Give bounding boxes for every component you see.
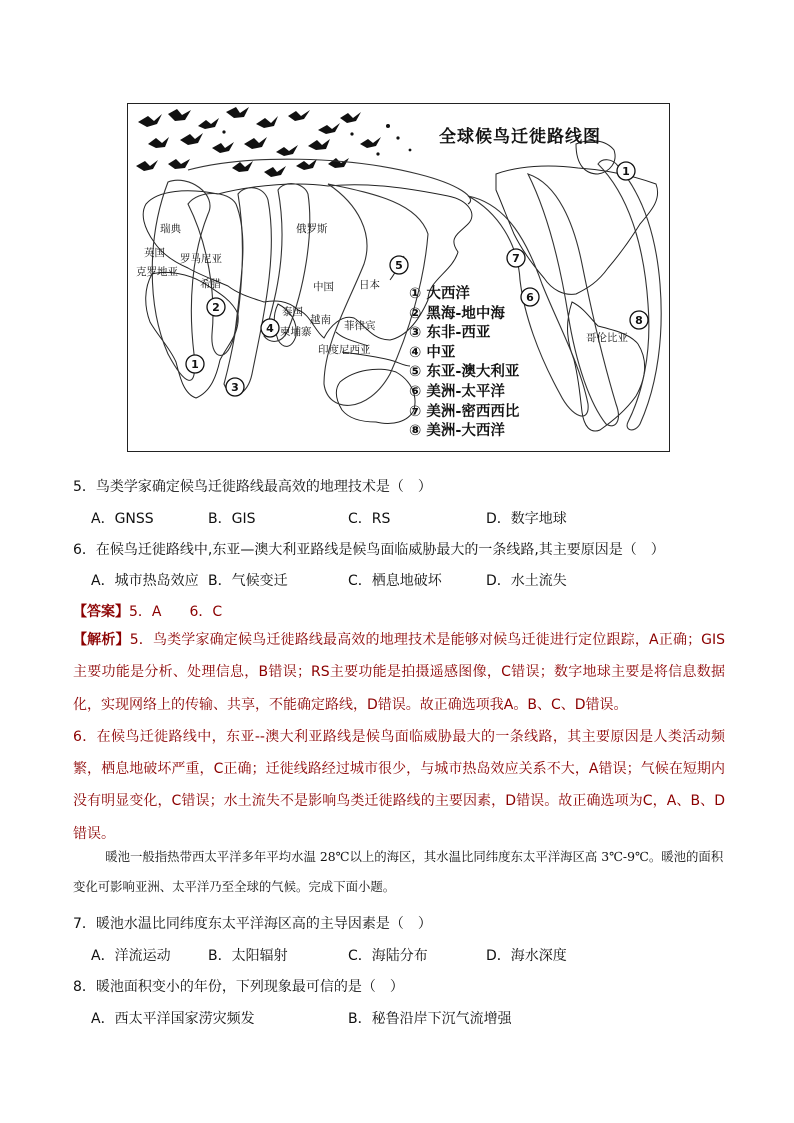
place-label: 柬埔寨	[280, 326, 312, 338]
place-label: 日本	[359, 279, 380, 291]
analysis-q5-text: 5．鸟类学家确定候鸟迁徙路线最高效的地理技术是能够对候鸟迁徙进行定位跟踪，A正确；GIS主要功能是分析、处理信息，B错误；RS主要功能是拍摄遥感图像，C错误；数字地球主要是将信息数据化，实现网络上的传输、共享，不能确定路线，D错误。故正确选项我A。B、C、D错误。	[73, 632, 725, 713]
question-7-stem: 7．暖池水温比同纬度东太平洋海区高的主导因素是（ ）	[73, 916, 432, 932]
analysis-q5	[73, 624, 725, 721]
legend-item: ⑧ 美洲-大西洋	[409, 423, 505, 440]
svg-text:4: 4	[266, 322, 274, 335]
legend-item: ② 黑海-地中海	[409, 305, 505, 322]
svg-text:1: 1	[622, 165, 630, 178]
answer-label: 【答案】	[73, 604, 129, 620]
place-label: 中国	[313, 281, 334, 293]
legend-item: ④ 中亚	[409, 344, 456, 361]
place-label: 印度尼西亚	[318, 344, 371, 356]
legend-item: ⑦ 美洲-密西西比	[409, 403, 520, 420]
material-text: 暖池一般指热带西太平洋多年平均水温 28℃以上的海区，其水温比同纬度东太平洋海区高 3℃-9℃。暖池的面积变化可影响亚洲、太平洋乃至全球的气候。完成下面小题。	[73, 849, 724, 894]
answer-line	[73, 601, 222, 621]
question-6-option-b[interactable]: B．气候变迁	[208, 573, 288, 589]
place-label: 克罗地亚	[136, 266, 178, 278]
place-label: 英国	[144, 247, 165, 259]
svg-text:3: 3	[231, 381, 239, 394]
place-label: 罗马尼亚	[180, 253, 222, 265]
analysis-block	[73, 624, 725, 850]
svg-text:2: 2	[212, 301, 220, 314]
question-8-option-a[interactable]: A．西太平洋国家涝灾频发	[91, 1011, 255, 1027]
legend-item: ③ 东非-西亚	[409, 325, 491, 342]
question-5-stem: 5．鸟类学家确定候鸟迁徙路线最高效的地理技术是（ ）	[73, 479, 432, 495]
question-6-stem: 6．在候鸟迁徙路线中,东亚—澳大利亚路线是候鸟面临威胁最大的一条线路,其主要原因是（ ）	[73, 542, 665, 558]
migration-route-map	[127, 103, 670, 452]
legend-item: ① 大西洋	[409, 286, 470, 302]
analysis-q6: 6．在候鸟迁徙路线中，东亚--澳大利亚路线是候鸟面临威胁最大的一条线路，其主要原因是人类活动频繁，栖息地破坏严重，C正确；迁徙线路经过城市很少，与城市热岛效应关系不大，A错误；气候在短期内没有明显变化，C错误；水土流失不是影响鸟类迁徙路线的主要因素，D错误。故正确选项为C，A、B、D错误。	[73, 728, 725, 842]
place-label: 菲律宾	[344, 320, 376, 332]
question-5-option-d[interactable]: D．数字地球	[486, 511, 567, 527]
place-label: 越南	[310, 314, 331, 326]
question-8-stem: 8．暖池面积变小的年份，下列现象最可信的是（ ）	[73, 979, 404, 995]
svg-text:7: 7	[512, 252, 520, 265]
place-label: 希腊	[200, 278, 221, 290]
svg-text:1: 1	[191, 358, 199, 371]
question-7-option-a[interactable]: A．洋流运动	[91, 948, 171, 964]
question-8-option-b[interactable]: B．秘鲁沿岸下沉气流增强	[348, 1011, 512, 1027]
question-5-option-c[interactable]: C．RS	[348, 511, 391, 527]
question-5-option-b[interactable]: B．GIS	[208, 511, 256, 527]
legend-item: ⑤ 东亚-澳大利亚	[409, 364, 520, 381]
place-label: 瑞典	[160, 223, 181, 235]
place-label: 泰国	[282, 306, 303, 318]
place-label: 俄罗斯	[296, 223, 328, 235]
question-5-option-a[interactable]: A．GNSS	[91, 511, 154, 527]
legend-item: ⑥ 美洲-太平洋	[409, 383, 505, 400]
question-7-option-d[interactable]: D．海水深度	[486, 948, 567, 964]
question-7-option-c[interactable]: C．海陆分布	[348, 948, 428, 964]
svg-text:6: 6	[526, 291, 534, 304]
map-title: 全球候鸟迁徙路线图	[439, 127, 601, 147]
answer-text: 5．A 6．C	[129, 604, 223, 620]
analysis-label: 【解析】	[73, 632, 130, 648]
question-6-option-a[interactable]: A．城市热岛效应	[91, 573, 199, 589]
place-label: 哥伦比亚	[586, 332, 628, 344]
question-6-option-d[interactable]: D．水土流失	[486, 573, 567, 589]
svg-text:8: 8	[635, 314, 643, 327]
svg-text:5: 5	[395, 259, 403, 272]
question-7-option-b[interactable]: B．太阳辐射	[208, 948, 288, 964]
question-6-option-c[interactable]: C．栖息地破坏	[348, 573, 442, 589]
route-legend	[409, 285, 519, 442]
reading-material	[73, 842, 725, 902]
bird-flock-icon	[136, 107, 411, 177]
